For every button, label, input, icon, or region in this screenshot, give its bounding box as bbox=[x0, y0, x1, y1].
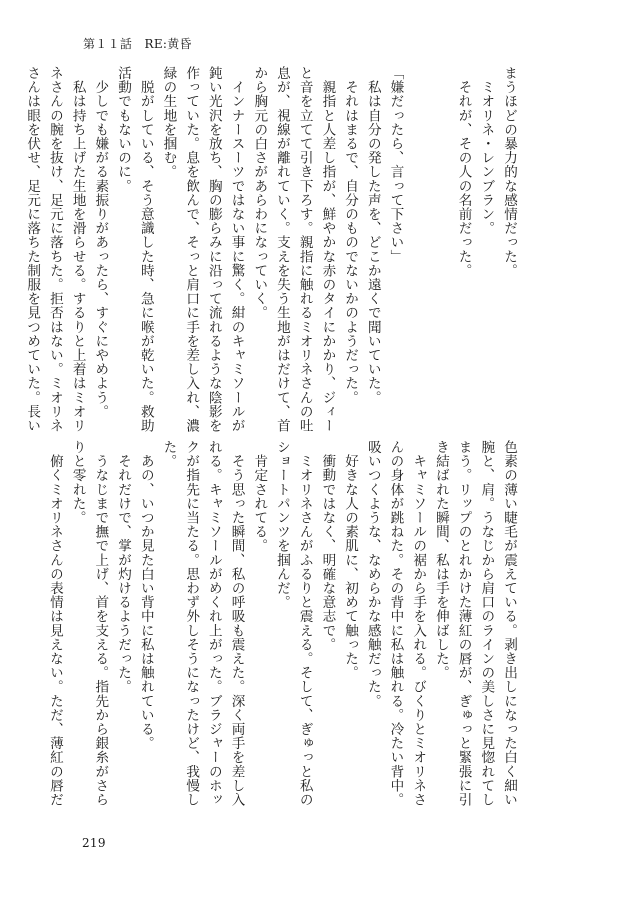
text-line: さんは眼を伏せ、足元に落ちた制服を見つめていた。長い bbox=[24, 66, 41, 433]
text-line: 緑の生地を掴む。 bbox=[160, 66, 177, 179]
text-line: 色素の薄い睫毛が震えている。剥き出しになった白く細い bbox=[501, 440, 517, 807]
text-line: まう。リップのとれかけた薄紅の唇が、ぎゅっと緊張に引 bbox=[455, 440, 472, 807]
text-line: それが、その人の名前だった。 bbox=[455, 66, 472, 278]
text-line: それだけで、掌が灼けるようだった。 bbox=[115, 440, 132, 694]
running-head: 第１１話 RE:黄昏 bbox=[83, 37, 192, 51]
text-line: りと零れた。 bbox=[69, 440, 86, 525]
text-line: 少しでも嫌がる素振りがあったら、すぐにやめよう。 bbox=[92, 66, 109, 419]
text-line: れる。キャミソールがめくれ上がった。ブラジャーのホッ bbox=[205, 440, 222, 807]
text-line: き結ばれた瞬間、私は手を伸ばした。 bbox=[432, 440, 449, 680]
text-line: 肯定されてる。 bbox=[251, 440, 268, 553]
page-number: 219 bbox=[82, 836, 106, 850]
text-line: 衝動ではなく、明確な意志で。 bbox=[319, 440, 336, 652]
text-line bbox=[429, 66, 452, 419]
text-line: 吸いつくような、なめらかな感触だった。 bbox=[364, 440, 381, 708]
text-line: た。 bbox=[160, 440, 177, 469]
text-line: インナースーツではない事に驚く。紺のキャミソールが bbox=[228, 66, 245, 433]
text-line bbox=[406, 66, 429, 419]
text-line: 親指と人差し指が、鮮やかな赤のタイにかかり、ジィー bbox=[319, 66, 336, 433]
text-line: 作っていた。息を飲んで、そっと肩口に手を差し入れ、濃 bbox=[183, 66, 200, 433]
text-line: 俯くミオリネさんの表情は見えない。ただ、薄紅の唇だ bbox=[46, 440, 63, 807]
text-line: そう思った瞬間、私の呼吸も震えた。深く両手を差し入 bbox=[228, 440, 245, 807]
text-line: 息が、視線が離れていく。支えを失う生地がはだけて、首 bbox=[273, 66, 290, 433]
text-line: 私は自分の発した声を、どこか遠くで聞いていた。 bbox=[364, 66, 381, 405]
text-line: 鈍い光沢を放ち、胸の膨らみに沿って流れるような陰影を bbox=[205, 66, 222, 433]
text-line: から胸元の白さがあらわになっていく。 bbox=[251, 66, 268, 320]
text-line: 「嫌だったら、言って下さい」 bbox=[387, 66, 404, 264]
text-line: ミオリネ・レンブラン。 bbox=[478, 66, 495, 236]
text-line: うなじまで撫で上げ、首を支える。指先から銀糸がさら bbox=[92, 440, 109, 807]
text-line: あの、いつか見た白い背中に私は触れている。 bbox=[137, 440, 154, 751]
text-line: 脱がしている、そう意識した時、急に喉が乾いた。救助 bbox=[137, 66, 154, 433]
text-line: ショートパンツを掴んだ。 bbox=[273, 440, 290, 610]
text-line: 活動でもないのに。 bbox=[115, 66, 132, 193]
text-line: キャミソールの裾から手を入れる。びくりとミオリネさ bbox=[410, 440, 427, 807]
text-line: クが指先に当たる。思わず外しそうになったけど、我慢し bbox=[183, 440, 200, 807]
text-line: と音を立てて引き下ろす。親指に触れるミオリネさんの吐 bbox=[296, 66, 313, 433]
text-line: ミオリネさんがふるりと震える。そして、ぎゅっと私の bbox=[296, 440, 313, 807]
text-line: んの身体が跳ねた。その背中に私は触れる。冷たい背中。 bbox=[387, 440, 404, 807]
text-line: 腕と、肩。うなじから肩口のラインの美しさに見惚れてし bbox=[478, 440, 495, 807]
text-line: 私は持ち上げた生地を滑らせる。するりと上着はミオリ bbox=[69, 66, 86, 433]
lower-text-block bbox=[46, 440, 520, 807]
text-line: ネさんの腕を抜け、足元に落ちた。拒否はない。ミオリネ bbox=[46, 66, 63, 433]
text-line: 好きな人の素肌に、初めて触った。 bbox=[342, 440, 359, 680]
text-line: まうほどの暴力的な感情だった。 bbox=[501, 66, 517, 278]
text-line: それはまるで、自分のものでないかのようだった。 bbox=[342, 66, 359, 405]
upper-text-block bbox=[24, 66, 520, 433]
